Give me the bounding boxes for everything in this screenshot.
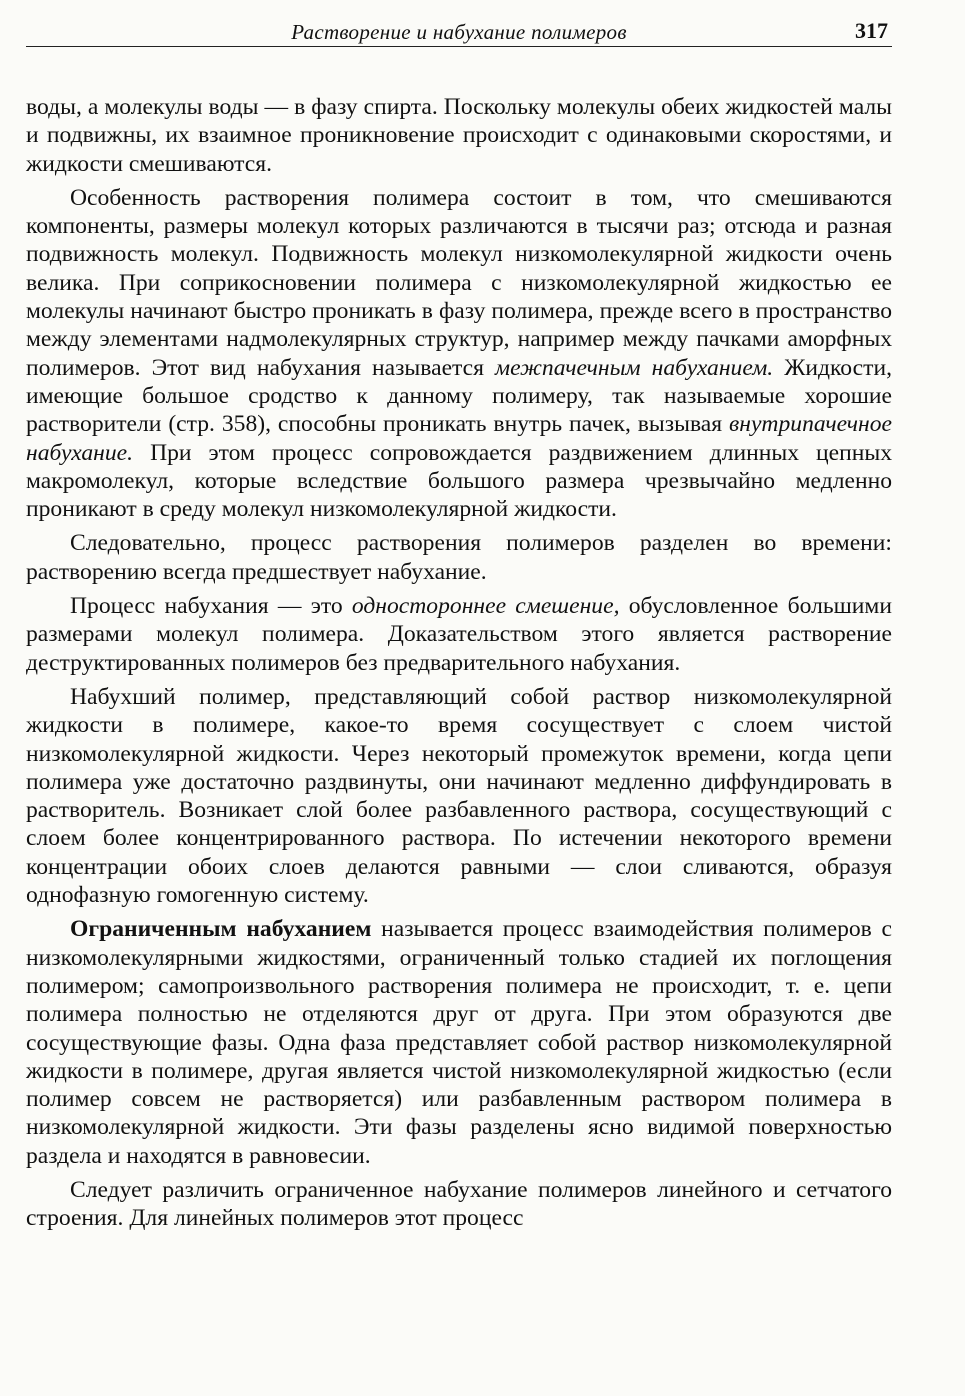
paragraph-text: обусловленное большими размерами молекул полимера. Доказательством этого является растворение деструктированных полимеров без предварительного набухания. [26,593,892,676]
paragraph-text: Жидкости, имеющие большое сродство к данному полимеру, так называемые хорошие растворители (стр. 358), способны проникать внутрь пачек, вызывая [26,354,892,438]
paragraph-text: воды, а молекулы воды — в фазу спирта. Поскольку молекулы обеих жидкостей малы и подвижны, их взаимное проникновение происходит с одинаковыми скоростями, и жидкости смешиваются. [26,94,892,177]
term-limited-swelling: Ограниченным набуханием [70,916,372,943]
paragraph-dissolution-feature [26,184,892,524]
paragraph-linear-network [26,1176,892,1233]
term-intrabundle-swelling: внутрипачечное набухание. [26,411,892,466]
paragraph-one-sided-mixing [26,592,892,677]
term-one-sided-mixing: одностороннее смешение, [351,593,620,620]
term-interbundle-swelling: межпачечным набуханием. [495,354,774,381]
paragraph-continuation [26,93,892,178]
paragraph-limited-swelling [26,915,892,1170]
paragraph-text: Набухший полимер, представляющий собой раствор низкомолекулярной жидкости в полимере, какое-то время сосуществует с слоем чистой низкомолекулярной жидкости. Через некоторый промежуток времени, когда цепи полимера уже достаточно раздвинуты, они начинают медленно диффундировать в растворитель. Возникает слой более разбавленного раствора, сосуществующий с слоем более концентрированного раствора. По истечении некоторого времени концентрации обоих слоев делаются равными — слои сливаются, образуя однофазную гомогенную систему. [26,683,892,909]
book-page [26,12,892,1239]
running-head [26,12,892,47]
paragraph-text: Процесс набухания — это [70,593,352,620]
paragraph-swollen-polymer [26,683,892,909]
paragraph-text: называется процесс взаимодействия полимеров с низкомолекулярными жидкостями, ограниченный только стадией их поглощения полимером; самопроизвольного растворения полимера не происходит, т. е. цепи полимера полностью не отделяются друг от друга. При этом образуются две сосуществующие фазы. Одна фаза представляет собой раствор низкомолекулярной жидкости в полимере, другая является чистой низкомолекулярной жидкостью (если полимер совсем не растворяется) или разбавленным раствором полимера в низкомолекулярной жидкости. Эти фазы разделены ясно видимой поверхностью раздела и находятся в равновесии. [26,916,892,1169]
paragraph-text: Следует различить ограниченное набухание полимеров линейного и сетчатого строения. Для линейных полимеров этот процесс [26,1176,892,1232]
running-title: Растворение и набухание полимеров [291,20,627,44]
body-text [26,93,892,1233]
paragraph-consequence [26,529,892,586]
paragraph-text: Особенность растворения полимера состоит в том, что смешиваются компоненты, размеры молекул которых различаются в тысячи раз; отсюда и разная подвижность молекул. Подвижность молекул низкомолекулярной жидкости очень велика. При соприкосновении полимера с низкомолекулярной жидкостью ее молекулы начинают быстро проникать в фазу полимера, прежде всего в пространство между элементами надмолекулярных структур, например между пачками аморфных полимеров. Этот вид набухания называется [26,184,892,381]
paragraph-text: Следовательно, процесс растворения полимеров разделен во времени: растворению всегда предшествует набухание. [26,530,892,585]
paragraph-text: При этом процесс сопровождается раздвижением длинных цепных макромолекул, которые вследствие большого размера чрезвычайно медленно проникают в среду молекул низкомолекулярной жидкости. [26,439,892,523]
page-number: 317 [855,18,888,43]
